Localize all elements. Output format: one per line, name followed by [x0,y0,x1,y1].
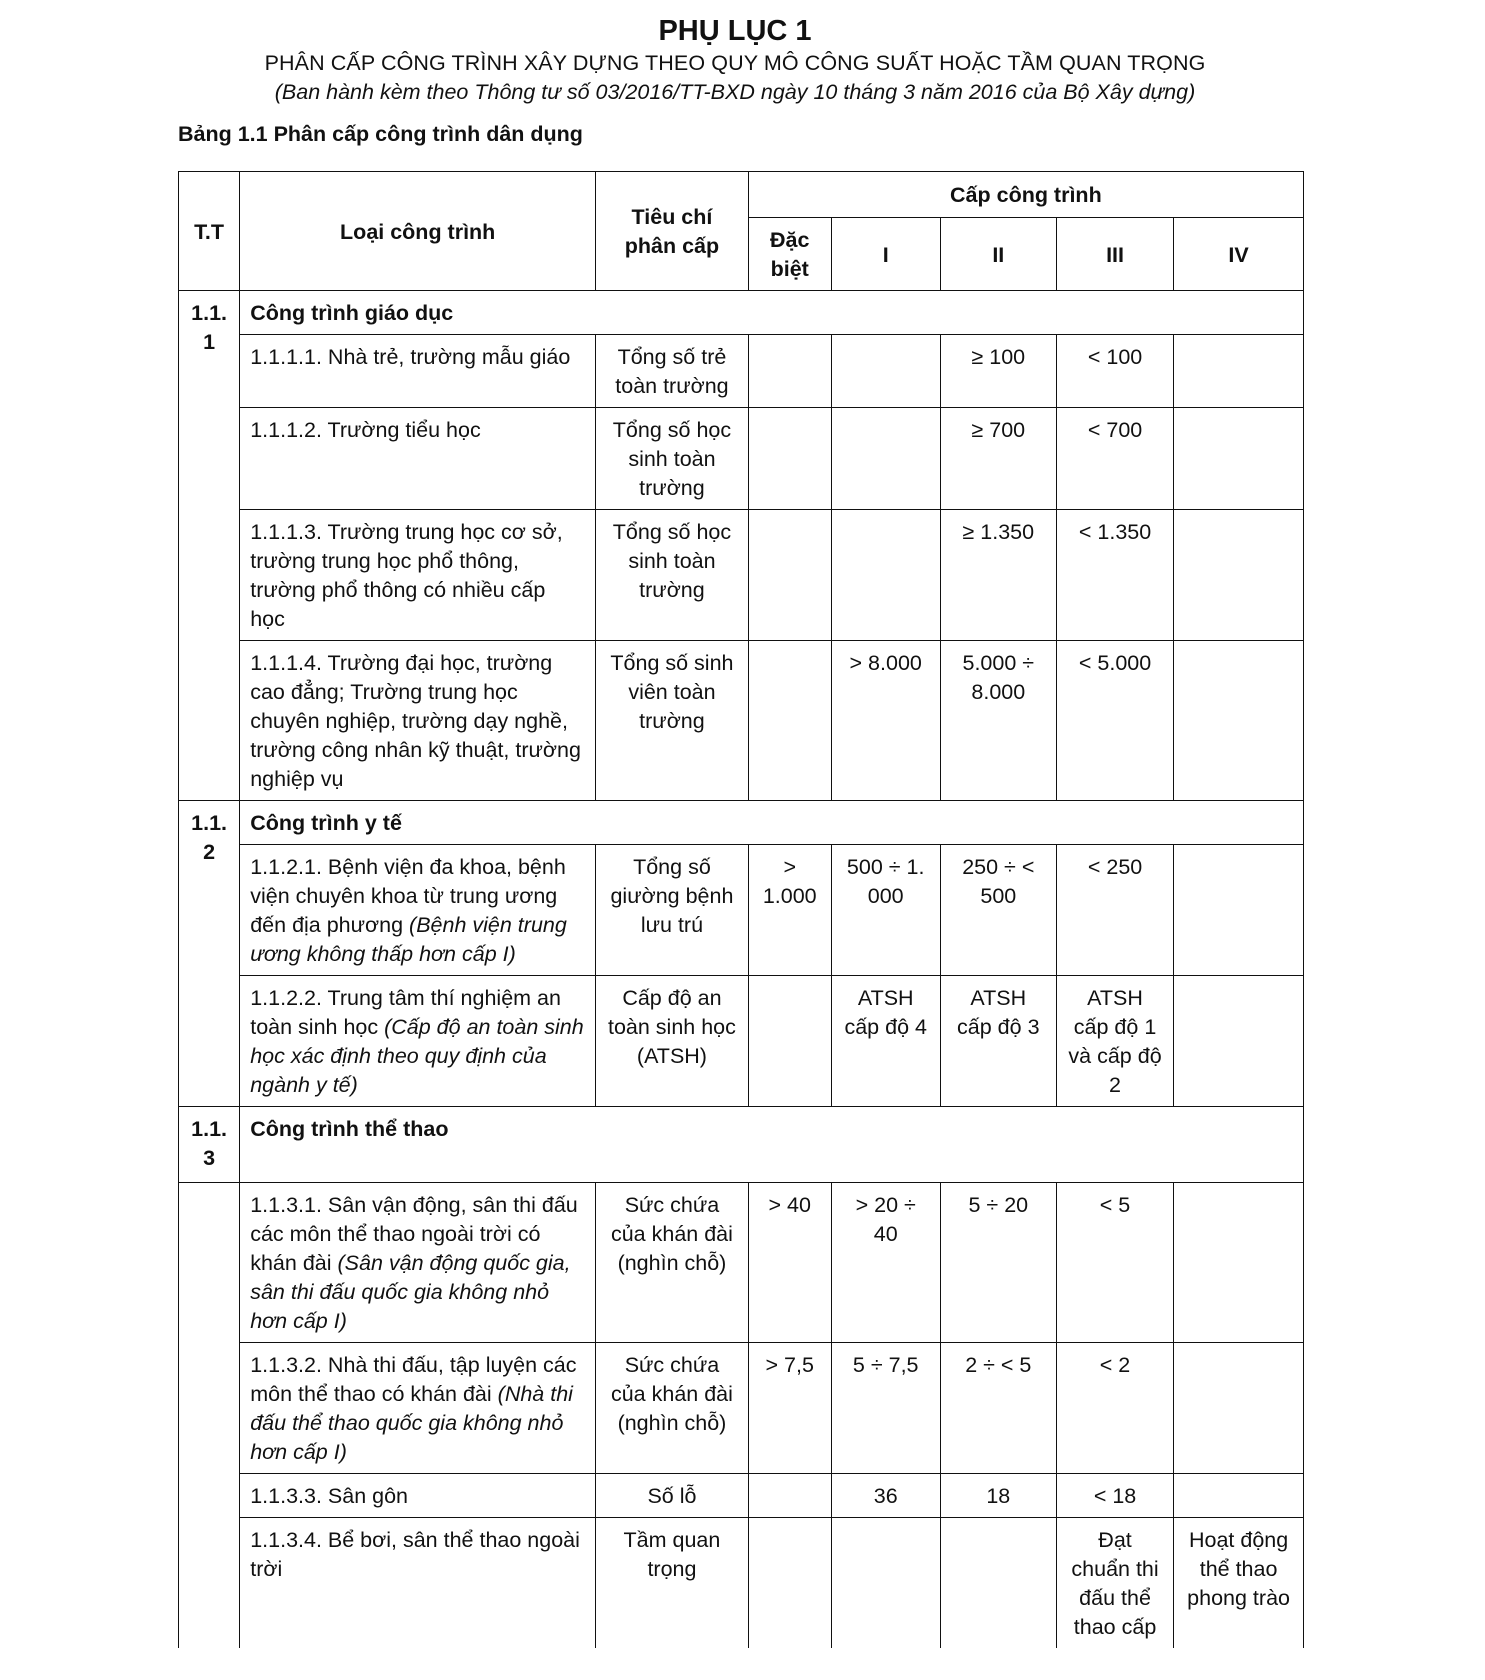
row-name: 1.1.1.4. Trường đại học, trường cao đẳng; Trường trung học chuyên nghiệp, trường dạy nghề, trường công nhân kỹ thuật, trường nghiệp vụ [240,641,596,801]
row-criteria: Tổng số sinh viên toàn trường [596,641,749,801]
level-1-cell: ATSH cấp độ 4 [831,976,940,1107]
appendix-note: (Ban hành kèm theo Thông tư số 03/2016/TT-BXD ngày 10 tháng 3 năm 2016 của Bộ Xây dựng) [274,80,1196,104]
section-number: 1.1. 2 [179,801,240,1107]
section-row [179,291,1304,335]
level-special-cell [748,1474,831,1518]
header-level-2: II [940,218,1056,291]
header-level-group: Cấp công trình [748,172,1303,218]
level-special-cell [748,510,831,641]
header-level-4: IV [1174,218,1304,291]
header-tt: T.T [179,172,240,291]
level-1-cell [831,510,940,641]
row-note: (Sân vận động quốc gia, sân thi đấu quốc gia không nhỏ hơn cấp I) [250,1251,571,1333]
level-3-cell: < 250 [1056,845,1173,976]
row-criteria: Tầm quan trọng [596,1518,749,1649]
level-2-cell: 5.000 ÷ 8.000 [940,641,1056,801]
level-4-cell [1174,1343,1304,1474]
row-criteria: Tổng số học sinh toàn trường [596,408,749,510]
table-row [179,1343,1304,1474]
level-4-cell [1174,1474,1304,1518]
row-name: 1.1.2.1. Bệnh viện đa khoa, bệnh viện chuyên khoa từ trung ương đến địa phương [250,855,566,937]
table-row [179,408,1304,510]
row-criteria: Số lỗ [596,1474,749,1518]
table-row [179,845,1304,976]
row-criteria: Sức chứa của khán đài (nghìn chỗ) [596,1183,749,1343]
table-row [179,976,1304,1107]
row-name: 1.1.2.2. Trung tâm thí nghiệm an toàn sinh học [250,986,561,1039]
level-special-cell [748,408,831,510]
header-level-3: III [1056,218,1173,291]
level-1-cell: 5 ÷ 7,5 [831,1343,940,1474]
row-note: (Bệnh viện trung ương không thấp hơn cấp I) [250,913,567,966]
level-2-cell: 250 ÷ < 500 [940,845,1056,976]
section-row [179,1107,1304,1183]
row-name-cell [240,976,596,1107]
row-name: 1.1.3.4. Bể bơi, sân thể thao ngoài trời [240,1518,596,1649]
section-title: Công trình y tế [240,801,1304,845]
level-1-cell: 36 [831,1474,940,1518]
row-name-cell [240,1183,596,1343]
row-name-cell [240,1343,596,1474]
level-3-cell: < 1.350 [1056,510,1173,641]
level-1-cell [831,1518,940,1649]
row-criteria: Tổng số học sinh toàn trường [596,510,749,641]
level-2-cell [940,1518,1056,1649]
level-4-cell [1174,335,1304,408]
appendix-title: PHỤ LỤC 1 [658,15,812,47]
header-type: Loại công trình [240,172,596,291]
row-criteria: Tổng số trẻ toàn trường [596,335,749,408]
level-3-cell: ATSH cấp độ 1 và cấp độ 2 [1056,976,1173,1107]
row-note: (Cấp độ an toàn sinh học xác định theo quy định của ngành y tế) [250,1015,584,1097]
level-3-cell: Đạt chuẩn thi đấu thể thao cấp [1056,1518,1173,1649]
level-special-cell: > 7,5 [748,1343,831,1474]
level-3-cell: < 18 [1056,1474,1173,1518]
level-3-cell: < 5.000 [1056,641,1173,801]
section-title: Công trình thể thao [240,1107,1304,1183]
level-4-cell [1174,641,1304,801]
row-name: 1.1.3.1. Sân vận động, sân thi đấu các môn thể thao ngoài trời có khán đài [250,1193,578,1275]
level-3-cell: < 5 [1056,1183,1173,1343]
header-level-1: I [831,218,940,291]
level-1-cell: 500 ÷ 1. 000 [831,845,940,976]
section-title: Công trình giáo dục [240,291,1304,335]
row-criteria: Tổng số giường bệnh lưu trú [596,845,749,976]
table-caption: Bảng 1.1 Phân cấp công trình dân dụng [178,122,583,146]
appendix-subtitle: PHÂN CẤP CÔNG TRÌNH XÂY DỰNG THEO QUY MÔ CÔNG SUẤT HOẶC TẦM QUAN TRỌNG [264,51,1206,75]
level-1-cell: > 20 ÷ 40 [831,1183,940,1343]
level-special-cell [748,641,831,801]
level-2-cell: 18 [940,1474,1056,1518]
level-special-cell [748,1518,831,1649]
level-2-cell: ≥ 100 [940,335,1056,408]
row-name: 1.1.3.2. Nhà thi đấu, tập luyện các môn thể thao có khán đài [250,1353,577,1406]
level-special-cell: > 1.000 [748,845,831,976]
level-1-cell [831,335,940,408]
level-4-cell [1174,1183,1304,1343]
level-special-cell: > 40 [748,1183,831,1343]
level-4-cell [1174,510,1304,641]
header-criteria: Tiêu chí phân cấp [596,172,749,291]
row-name: 1.1.1.1. Nhà trẻ, trường mẫu giáo [240,335,596,408]
level-4-cell [1174,976,1304,1107]
row-criteria: Sức chứa của khán đài (nghìn chỗ) [596,1343,749,1474]
table-row [179,510,1304,641]
level-special-cell [748,335,831,408]
header-level-special: Đặc biệt [748,218,831,291]
table-row [179,641,1304,801]
row-name: 1.1.1.2. Trường tiểu học [240,408,596,510]
row-name: 1.1.3.3. Sân gôn [240,1474,596,1518]
empty-tt-cell [179,1183,240,1649]
level-1-cell [831,408,940,510]
level-3-cell: < 100 [1056,335,1173,408]
row-name: 1.1.1.3. Trường trung học cơ sở, trường trung học phổ thông, trường phổ thông có nhiều cấp học [240,510,596,641]
section-row [179,801,1304,845]
row-name-cell [240,845,596,976]
level-4-cell [1174,845,1304,976]
table-row [179,1183,1304,1343]
document-header [0,14,1470,106]
row-note: (Nhà thi đấu thể thao quốc gia không nhỏ hơn cấp I) [250,1382,573,1464]
section-number: 1.1. 1 [179,291,240,801]
level-2-cell: ATSH cấp độ 3 [940,976,1056,1107]
section-number: 1.1. 3 [179,1107,240,1183]
level-2-cell: ≥ 1.350 [940,510,1056,641]
level-3-cell: < 700 [1056,408,1173,510]
level-2-cell: ≥ 700 [940,408,1056,510]
level-2-cell: 2 ÷ < 5 [940,1343,1056,1474]
classification-table [178,171,1304,1648]
level-1-cell: > 8.000 [831,641,940,801]
level-4-cell [1174,408,1304,510]
level-2-cell: 5 ÷ 20 [940,1183,1056,1343]
row-criteria: Cấp độ an toàn sinh học (ATSH) [596,976,749,1107]
table-row [179,335,1304,408]
level-3-cell: < 2 [1056,1343,1173,1474]
table-row [179,1474,1304,1518]
level-special-cell [748,976,831,1107]
table-row [179,1518,1304,1649]
level-4-cell: Hoạt động thể thao phong trào [1174,1518,1304,1649]
